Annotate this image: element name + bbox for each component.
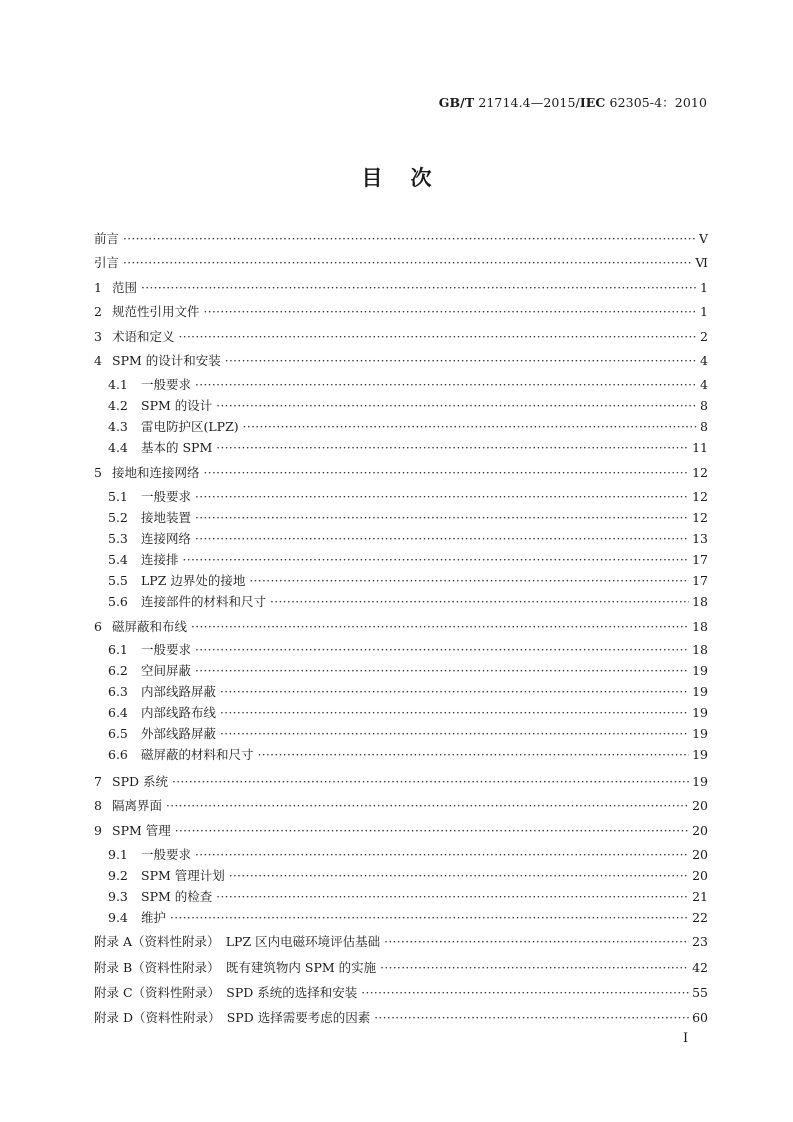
dot-leader (216, 396, 697, 416)
toc-entry[interactable] (94, 772, 708, 792)
toc-entry-label: 术语和定义 (112, 329, 175, 344)
toc-entry-number: 5.6 (108, 594, 128, 609)
toc-entry[interactable] (108, 866, 708, 886)
toc-entry-page: 8 (700, 398, 708, 413)
toc-entry-label: 附录 B（资料性附录） 既有建筑物内 SPM 的实施 (94, 960, 377, 975)
toc-entry[interactable] (94, 617, 708, 637)
toc-entry[interactable] (94, 278, 708, 298)
toc-entry-label: 维护 (141, 910, 167, 925)
toc-entry-page: 17 (692, 573, 708, 588)
toc-entry-label: 附录 C（资料性附录） SPD 系统的选择和安装 (94, 985, 358, 1000)
dot-leader (123, 229, 696, 249)
toc-entry-label: SPD 系统 (112, 774, 168, 789)
toc-entry-page: 19 (692, 726, 708, 741)
dot-leader (123, 253, 692, 273)
toc-entry[interactable] (108, 908, 708, 928)
toc-entry-page: 1 (700, 304, 708, 319)
toc-entry-page: 20 (692, 798, 708, 813)
dot-leader (191, 617, 689, 637)
toc-entry-label: SPM 的检查 (141, 889, 213, 904)
dot-leader (220, 703, 689, 723)
dot-leader (258, 745, 690, 765)
page-number: I (683, 1031, 689, 1046)
dot-leader (179, 327, 697, 347)
dot-leader (216, 887, 689, 907)
dot-leader (141, 278, 697, 298)
toc-entry-label: SPM 管理 (112, 823, 171, 838)
toc-entry[interactable] (94, 932, 708, 952)
toc-entry[interactable] (108, 396, 708, 416)
dot-leader (229, 866, 689, 886)
toc-entry-label: 磁屏蔽和布线 (112, 619, 188, 634)
toc-entry-number: 6.6 (108, 747, 128, 762)
dot-leader (204, 463, 690, 483)
toc-entry[interactable] (108, 508, 708, 528)
toc-entry-number: 9.4 (108, 910, 128, 925)
toc-entry-number: 8 (94, 798, 102, 813)
toc-entry-label: 空间屏蔽 (141, 663, 192, 678)
toc-entry-label: SPM 的设计和安装 (112, 353, 221, 368)
toc-entry[interactable] (108, 571, 708, 591)
toc-entry[interactable] (108, 529, 708, 549)
dot-leader (195, 845, 689, 865)
toc-entry-number: 9 (94, 823, 102, 838)
toc-entry-label: 一般要求 (141, 847, 192, 862)
toc-entry-number: 6.4 (108, 705, 128, 720)
toc-entry-page: 4 (700, 377, 708, 392)
toc-entry-page: 18 (692, 619, 708, 634)
toc-entry[interactable] (94, 796, 708, 816)
dot-leader (195, 375, 697, 395)
toc-entry[interactable] (94, 327, 708, 347)
dot-leader (204, 302, 697, 322)
iec-prefix: IEC (579, 95, 606, 110)
toc-entry-page: Ⅴ (698, 231, 708, 246)
toc-entry-label: 规范性引用文件 (112, 304, 200, 319)
toc-entry-number: 5.4 (108, 552, 128, 567)
toc-entry-page: 12 (692, 510, 708, 525)
dot-leader (172, 772, 689, 792)
toc-entry[interactable] (108, 550, 708, 570)
toc-entry[interactable] (108, 724, 708, 744)
toc-entry-label: 范围 (112, 280, 138, 295)
toc-entry-page: 22 (692, 910, 708, 925)
dot-leader (195, 508, 689, 528)
toc-entry-page: 18 (692, 642, 708, 657)
toc-entry-number: 9.3 (108, 889, 128, 904)
toc-entry-number: 6.1 (108, 642, 128, 657)
dot-leader (175, 821, 689, 841)
toc-entry-number: 4.1 (108, 377, 128, 392)
toc-entry-number: 2 (94, 304, 102, 319)
toc-entry-number: 5.2 (108, 510, 128, 525)
toc-entry-page: 21 (692, 889, 708, 904)
toc-entry[interactable] (94, 229, 708, 249)
toc-entry-label: 连接部件的材料和尺寸 (141, 594, 267, 609)
toc-entry[interactable] (94, 463, 708, 483)
toc-entry-label: SPM 管理计划 (141, 868, 225, 883)
toc-entry-label: 接地和连接网络 (112, 465, 200, 480)
toc-entry-label: 基本的 SPM (141, 440, 213, 455)
toc-entry-number: 6.2 (108, 663, 128, 678)
toc-entry-label: SPM 的设计 (141, 398, 213, 413)
toc-entry-label: 附录 A（资料性附录） LPZ 区内电磁环境评估基础 (94, 934, 381, 949)
toc-entry-page: 20 (692, 847, 708, 862)
dot-leader (225, 351, 697, 371)
toc-entry-page: 12 (692, 489, 708, 504)
toc-entry-number: 4.4 (108, 440, 128, 455)
toc-entry-page: 19 (692, 663, 708, 678)
toc-entry-number: 9.1 (108, 847, 128, 862)
dot-leader (220, 724, 689, 744)
standard-code-prefix: GB/T (438, 95, 475, 110)
toc-entry-label: LPZ 边界处的接地 (141, 573, 246, 588)
toc-entry[interactable] (94, 302, 708, 322)
toc-entry-number: 5.3 (108, 531, 128, 546)
toc-entry-label: 前言 (94, 231, 120, 246)
dot-leader (249, 571, 689, 591)
toc-entry[interactable] (94, 821, 708, 841)
toc-entry[interactable] (108, 682, 708, 702)
toc-entry[interactable] (108, 745, 708, 765)
toc-entry[interactable] (108, 887, 708, 907)
dot-leader (384, 932, 689, 952)
dot-leader (195, 529, 689, 549)
toc-entry-number: 1 (94, 280, 102, 295)
toc-entry-number: 7 (94, 774, 102, 789)
dot-leader (195, 640, 689, 660)
toc-entry-label: 内部线路屏蔽 (141, 684, 217, 699)
toc-entry[interactable] (94, 1008, 708, 1028)
toc-entry-label: 磁屏蔽的材料和尺寸 (141, 747, 254, 762)
dot-leader (220, 682, 689, 702)
toc-entry-page: 18 (692, 594, 708, 609)
toc-entry[interactable] (108, 703, 708, 723)
dot-leader (243, 417, 697, 437)
dot-leader (183, 550, 690, 570)
toc-entry-number: 5 (94, 465, 102, 480)
toc-entry-label: 连接排 (141, 552, 179, 567)
toc-entry-number: 6.3 (108, 684, 128, 699)
iec-number: 62305-4：2010 (605, 95, 707, 110)
dot-leader (361, 983, 689, 1003)
toc-entry-page: 19 (692, 747, 708, 762)
toc-entry-number: 6 (94, 619, 102, 634)
toc-entry-label: 雷电防护区(LPZ) (141, 419, 239, 434)
toc-entry-label: 一般要求 (141, 642, 192, 657)
toc-entry-number: 9.2 (108, 868, 128, 883)
toc-entry-number: 6.5 (108, 726, 128, 741)
dot-leader (380, 958, 689, 978)
dot-leader (170, 908, 689, 928)
toc-entry[interactable] (94, 958, 708, 978)
toc-entry-page: Ⅵ (695, 255, 708, 270)
toc-entry-page: 55 (692, 985, 708, 1000)
toc-entry-label: 一般要求 (141, 489, 192, 504)
toc-entry-page: 23 (692, 934, 708, 949)
toc-entry-page: 20 (692, 823, 708, 838)
toc-entry-page: 4 (700, 353, 708, 368)
standard-code-header (439, 93, 707, 111)
toc-entry[interactable] (108, 375, 708, 395)
toc-entry[interactable] (108, 845, 708, 865)
toc-entry-label: 连接网络 (141, 531, 192, 546)
dot-leader (374, 1008, 689, 1028)
toc-entry-page: 17 (692, 552, 708, 567)
toc-entry-page: 8 (700, 419, 708, 434)
toc-entry[interactable] (108, 487, 708, 507)
dot-leader (195, 487, 689, 507)
toc-entry-label: 内部线路布线 (141, 705, 217, 720)
toc-entry[interactable] (94, 983, 708, 1003)
toc-entry[interactable] (94, 351, 708, 371)
standard-code-number: 21714.4—2015/ (474, 95, 580, 110)
toc-entry[interactable] (108, 438, 708, 458)
toc-entry-page: 19 (692, 705, 708, 720)
toc-entry-page: 19 (692, 774, 708, 789)
dot-leader (166, 796, 689, 816)
dot-leader (195, 661, 689, 681)
toc-entry-label: 隔离界面 (112, 798, 163, 813)
toc-entry[interactable] (108, 640, 708, 660)
toc-entry-number: 4 (94, 353, 102, 368)
toc-entry[interactable] (94, 253, 708, 273)
toc-entry-page: 2 (700, 329, 708, 344)
toc-entry-page: 42 (692, 960, 708, 975)
toc-entry-number: 5.5 (108, 573, 128, 588)
toc-entry-number: 3 (94, 329, 102, 344)
toc-entry-page: 60 (692, 1010, 708, 1025)
toc-entry-page: 11 (692, 440, 708, 455)
toc-entry-label: 一般要求 (141, 377, 192, 392)
toc-entry-label: 引言 (94, 255, 120, 270)
toc-entry-number: 4.3 (108, 419, 128, 434)
toc-entry-label: 附录 D（资料性附录） SPD 选择需要考虑的因素 (94, 1010, 371, 1025)
toc-entry-page: 19 (692, 684, 708, 699)
dot-leader (216, 438, 689, 458)
toc-entry-page: 12 (692, 465, 708, 480)
toc-entry[interactable] (108, 417, 708, 437)
toc-entry[interactable] (108, 592, 708, 612)
toc-entry-label: 外部线路屏蔽 (141, 726, 217, 741)
toc-entry-number: 5.1 (108, 489, 128, 504)
dot-leader (270, 592, 689, 612)
toc-entry[interactable] (108, 661, 708, 681)
toc-entry-number: 4.2 (108, 398, 128, 413)
toc-entry-label: 接地装置 (141, 510, 192, 525)
toc-title: 目次 (361, 166, 460, 190)
toc-entry-page: 20 (692, 868, 708, 883)
toc-entry-page: 1 (700, 280, 708, 295)
toc-entry-page: 13 (692, 531, 708, 546)
